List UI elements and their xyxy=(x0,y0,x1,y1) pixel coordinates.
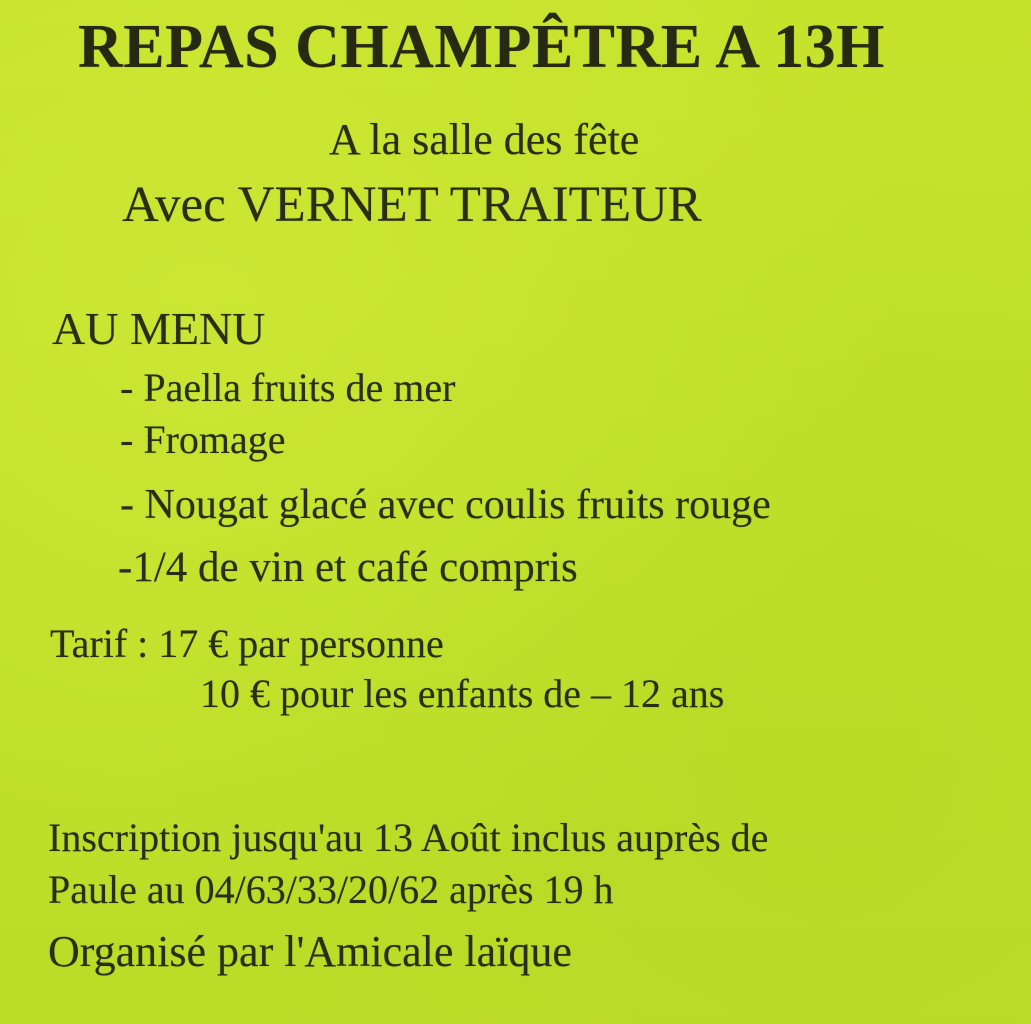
menu-heading: AU MENU xyxy=(52,303,266,354)
organizer-text: Organisé par l'Amicale laïque xyxy=(48,927,572,976)
menu-item: - Paella fruits de mer xyxy=(120,365,456,410)
venue-text: A la salle des fête xyxy=(329,115,640,164)
menu-item: - Fromage xyxy=(120,417,286,462)
tarif-adult: Tarif : 17 € par personne xyxy=(50,621,444,666)
caterer-text: Avec VERNET TRAITEUR xyxy=(122,177,702,233)
registration-line: Paule au 04/63/33/20/62 après 19 h xyxy=(48,867,614,912)
poster-title: REPAS CHAMPÊTRE A 13H xyxy=(78,13,885,81)
tarif-child: 10 € pour les enfants de – 12 ans xyxy=(200,671,725,716)
menu-item: - Nougat glacé avec coulis fruits rouge xyxy=(120,482,771,528)
menu-item: -1/4 de vin et café compris xyxy=(118,544,578,591)
registration-line: Inscription jusqu'au 13 Août inclus auprès de xyxy=(48,815,769,860)
